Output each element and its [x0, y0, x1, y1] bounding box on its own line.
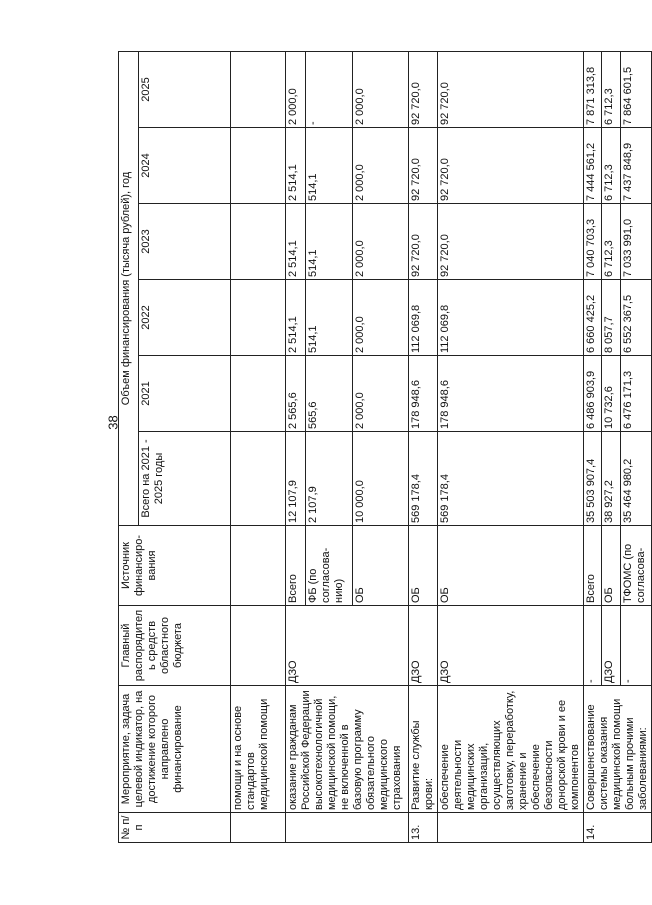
cell-source: ОБ — [438, 526, 584, 606]
cell-year-2023: 7 033 991,0 — [620, 204, 651, 280]
cell-source: Всего — [584, 526, 602, 606]
cell-total: 35 464 980,2 — [620, 432, 651, 526]
cell-manager — [231, 606, 286, 686]
cell-event: обеспечение деятельности медицинских организаций, осуществляющих заготовку, переработку, хранение и обеспечение безопасности донорской крови и ее компонентов — [438, 686, 584, 813]
cell-year-2025: - — [306, 51, 353, 127]
cell-event: Развитие службы крови: — [409, 686, 438, 813]
cell-year-2025: 2 000,0 — [286, 51, 306, 127]
cell-total: 10 000,0 — [353, 432, 409, 526]
cell-year-2024: 2 000,0 — [353, 128, 409, 204]
cell-manager: ДЗО — [602, 606, 620, 686]
cell-year-2021: 178 948,6 — [409, 356, 438, 432]
cell-year-2021: 10 732,6 — [602, 356, 620, 432]
table-row — [584, 51, 602, 842]
cell-year-2021: 178 948,6 — [438, 356, 584, 432]
cell-year-2025: 92 720,0 — [438, 51, 584, 127]
cell-year-2025: 2 000,0 — [353, 51, 409, 127]
cell-event: оказание гражданам Российской Федерации высокотехнологичной медицинской помощи, не включенной в базовую программу обязательного медицинского страхования — [286, 686, 409, 813]
cell-year-2024: 2 514,1 — [286, 128, 306, 204]
cell-year-2024: 514,1 — [306, 128, 353, 204]
table-header — [119, 51, 231, 842]
cell-year-2024: 7 444 561,2 — [584, 128, 602, 204]
header-year: 2025 — [139, 51, 231, 127]
cell-year-2023: 92 720,0 — [438, 204, 584, 280]
cell-year-2024: 92 720,0 — [409, 128, 438, 204]
cell-year-2022: 2 000,0 — [353, 280, 409, 356]
cell-year-2021: 2 000,0 — [353, 356, 409, 432]
cell-manager: ДЗО — [286, 606, 409, 686]
cell-number — [438, 813, 584, 843]
cell-manager: - — [584, 606, 602, 686]
financing-table — [118, 51, 652, 843]
cell-event: помощи и на основе стандартов медицинской помощи — [231, 686, 286, 813]
cell-total: 2 107,9 — [306, 432, 353, 526]
cell-year-2022 — [231, 280, 286, 356]
cell-year-2021 — [231, 356, 286, 432]
cell-number: 13. — [409, 813, 438, 843]
header-volume: Объем финансирования (тысяча рублей), год — [119, 51, 139, 525]
cell-year-2022: 2 514,1 — [286, 280, 306, 356]
cell-year-2025: 6 712,3 — [602, 51, 620, 127]
cell-source: ОБ — [602, 526, 620, 606]
cell-total: 12 107,9 — [286, 432, 306, 526]
header-manager: Главный распорядитель средств областного бюджета — [119, 606, 231, 686]
cell-total: 38 927,2 — [602, 432, 620, 526]
table-row — [286, 51, 306, 842]
cell-year-2023: 2 514,1 — [286, 204, 306, 280]
cell-number — [231, 813, 286, 843]
header-total: Всего на 2021 - 2025 годы — [139, 432, 231, 526]
cell-year-2023: 7 040 703,3 — [584, 204, 602, 280]
table-row — [409, 51, 438, 842]
cell-source: Всего — [286, 526, 306, 606]
cell-source: ОБ — [353, 526, 409, 606]
cell-year-2023 — [231, 204, 286, 280]
cell-year-2021: 6 476 171,3 — [620, 356, 651, 432]
cell-year-2021: 6 486 903,9 — [584, 356, 602, 432]
cell-total: 35 503 907,4 — [584, 432, 602, 526]
table-row — [438, 51, 584, 842]
cell-number: 14. — [584, 813, 652, 843]
cell-year-2022: 112 069,8 — [409, 280, 438, 356]
cell-year-2025: 7 871 313,8 — [584, 51, 602, 127]
cell-year-2021: 2 565,6 — [286, 356, 306, 432]
cell-year-2023: 92 720,0 — [409, 204, 438, 280]
cell-year-2024 — [231, 128, 286, 204]
cell-year-2021: 565,6 — [306, 356, 353, 432]
cell-source: ТФОМС (по согласова- — [620, 526, 651, 606]
cell-source: ФБ (по согласова-нию) — [306, 526, 353, 606]
header-year: 2021 — [139, 356, 231, 432]
cell-year-2023: 6 712,3 — [602, 204, 620, 280]
cell-number — [286, 813, 409, 843]
table-body — [231, 51, 652, 842]
cell-year-2025 — [231, 51, 286, 127]
cell-year-2022: 514,1 — [306, 280, 353, 356]
cell-year-2025: 7 864 601,5 — [620, 51, 651, 127]
header-year: 2023 — [139, 204, 231, 280]
cell-total: 569 178,4 — [409, 432, 438, 526]
cell-total — [231, 432, 286, 526]
cell-year-2024: 6 712,3 — [602, 128, 620, 204]
cell-event: Совершенствование системы оказания медицинской помощи больным прочими заболеваниями: — [584, 686, 652, 813]
page-number: 38 — [105, 415, 121, 430]
cell-manager: - — [620, 606, 651, 686]
cell-year-2022: 6 552 367,5 — [620, 280, 651, 356]
table-row — [231, 51, 286, 842]
cell-total: 569 178,4 — [438, 432, 584, 526]
cell-year-2024: 7 437 848,9 — [620, 128, 651, 204]
cell-source: ОБ — [409, 526, 438, 606]
cell-year-2024: 92 720,0 — [438, 128, 584, 204]
cell-year-2023: 2 000,0 — [353, 204, 409, 280]
cell-year-2023: 514,1 — [306, 204, 353, 280]
cell-year-2022: 8 057,7 — [602, 280, 620, 356]
cell-manager: ДЗО — [438, 606, 584, 686]
cell-year-2022: 112 069,8 — [438, 280, 584, 356]
header-year: 2022 — [139, 280, 231, 356]
cell-manager: ДЗО — [409, 606, 438, 686]
header-event: Мероприятие, задача целевой индикатор, на достижение которого направлено финансирование — [119, 686, 231, 813]
header-year: 2024 — [139, 128, 231, 204]
header-number: № п/п — [119, 813, 231, 843]
header-source: Источник финансиро-вания — [119, 526, 231, 606]
cell-year-2022: 6 660 425,2 — [584, 280, 602, 356]
cell-source — [231, 526, 286, 606]
cell-year-2025: 92 720,0 — [409, 51, 438, 127]
